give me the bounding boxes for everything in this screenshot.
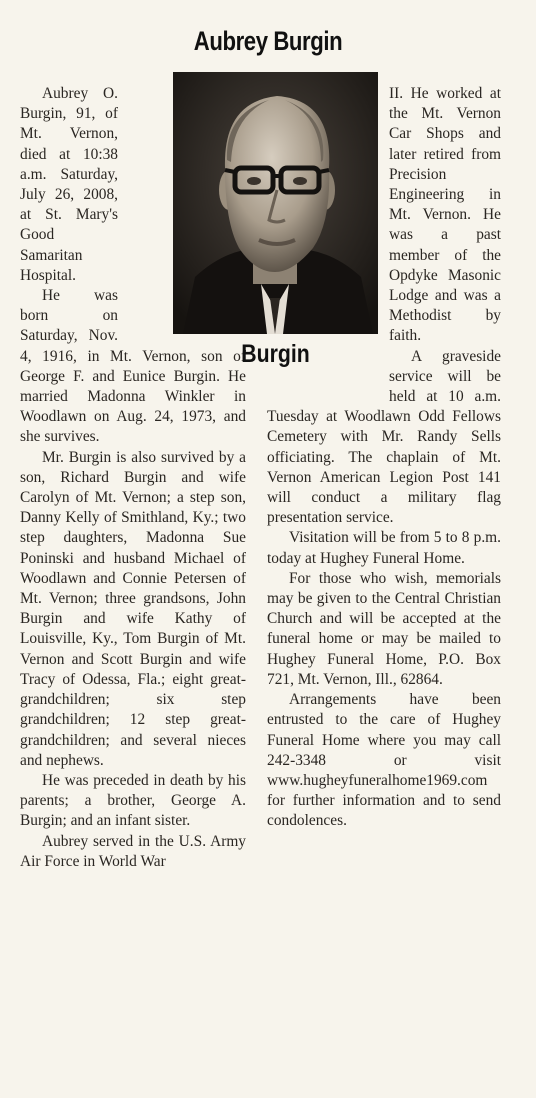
- paragraph: For those who wish, memorials may be given to the Central Christian Church and will be accepted at the funeral home or may be mailed to Hughey Funeral Home, P.O. Box 721, Mt. Vernon, Ill., 62864.: [267, 569, 501, 688]
- paragraph: Mr. Burgin is also survived by a son, Richard Burgin and wife Carolyn of Mt. Vernon; a step son, Danny Kelly of Smithland, Ky.; two step daughters, Madonna Sue Poninski and husband Michael of Woodlawn and Connie Petersen of Mt. Vernon; three grandsons, John Burgin and wife Kathy of Louisville, Ky., Tom Burgin of Mt. Vernon and Scott Burgin and wife Tracy of Odessa, Fla.; eight great-grandchildren; six step grandchildren; 12 step great-grandchildren; and several nieces and nephews.: [20, 448, 246, 769]
- portrait-photo: [173, 72, 378, 334]
- headline: Aubrey Burgin: [193, 26, 343, 56]
- paragraph: II. He worked at the Mt. Vernon Car Shops and later retired from Precision Engineering in Mt. Vernon. He was a past member of the Opdyke Masonic Lodge and was a Methodist by faith.: [389, 85, 501, 345]
- photo-caption: Burgin: [241, 340, 310, 368]
- paragraph: Arrangements have been entrusted to the care of Hughey Funeral Home where you may call 242-3348 or visit www.hugheyfuneralhome1969.com for further information and to send condolences.: [267, 691, 501, 830]
- paragraph: Aubrey O. Burgin, 91, of Mt. Vernon, died at 10:38 a.m. Saturday, July 26, 2008, at St. Mary's Good Samaritan Hospital.: [20, 85, 118, 284]
- paragraph: A graveside service will be held at 10 a.m. Tuesday at Woodlawn Odd Fellows Cemetery with Mr. Randy Sells officiating. The chaplain of Mt. Vernon American Legion Post 141 will conduct a military flag presentation service.: [267, 347, 501, 527]
- paragraph: He was preceded in death by his parents; a brother, George A. Burgin; and an infant sister.: [20, 771, 246, 830]
- paragraph: Visitation will be from 5 to 8 p.m. today at Hughey Funeral Home.: [267, 529, 501, 567]
- paragraph: He was born on Saturday, Nov. 4, 1916, in Mt. Vernon, son of George F. and Eunice Burgin. He married Madonna Winkler in Woodlawn on Aug. 24, 1973, and she survives.: [20, 287, 246, 446]
- paragraph: Aubrey served in the U.S. Army Air Force in World War: [20, 832, 246, 870]
